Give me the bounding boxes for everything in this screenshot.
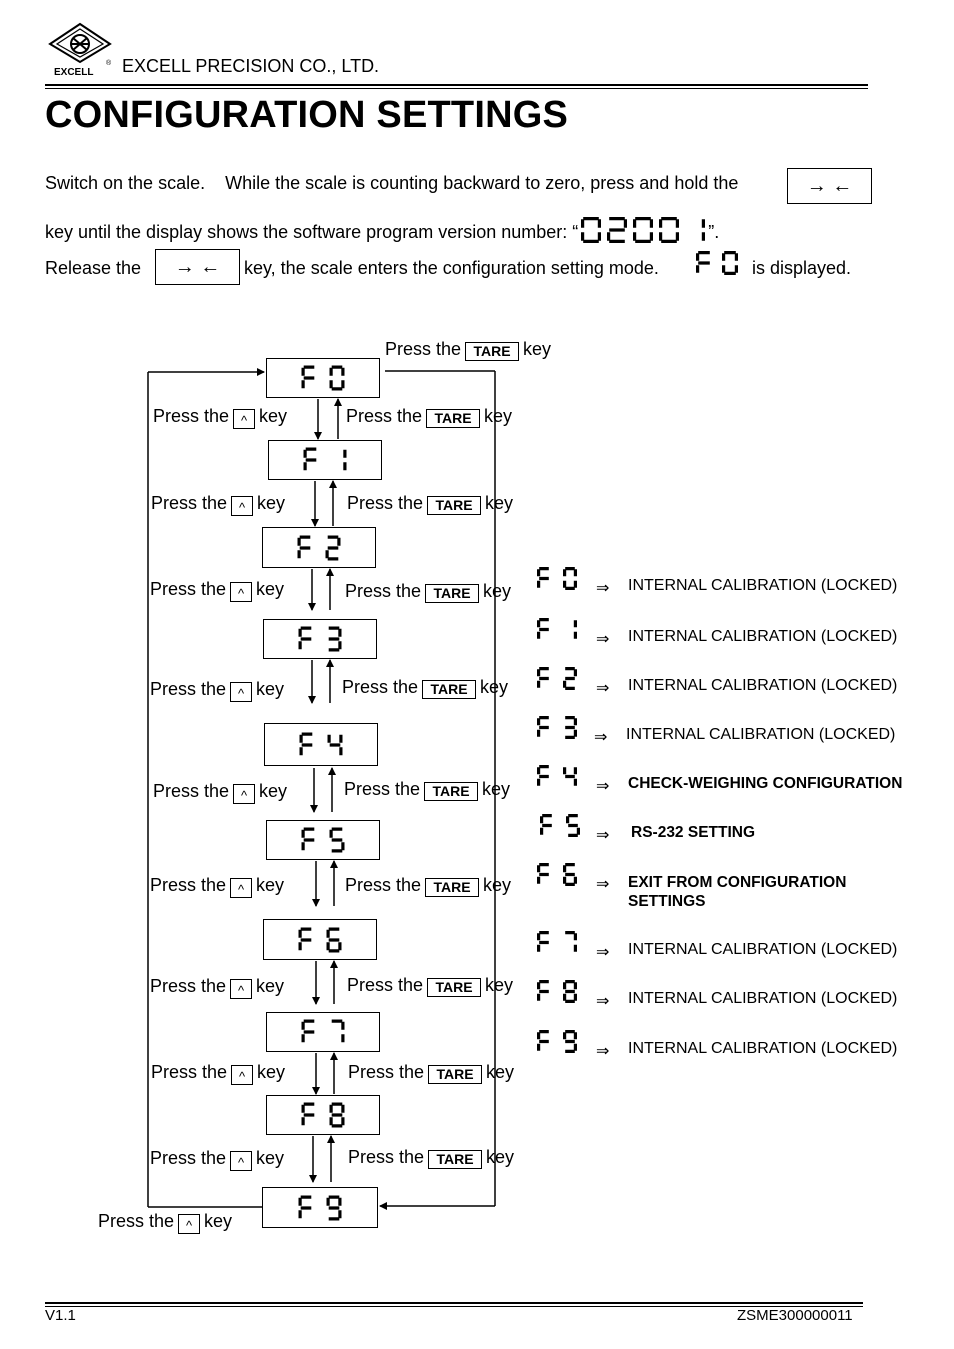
label-press-up bbox=[150, 875, 284, 898]
key-text: key bbox=[257, 493, 286, 513]
legend-arrow: ⇒ bbox=[596, 944, 610, 961]
legend-desc-f9: INTERNAL CALIBRATION (LOCKED) bbox=[628, 1040, 898, 1057]
footer-doc-code: ZSME300000011 bbox=[737, 1307, 853, 1324]
key-text: key bbox=[259, 781, 288, 801]
display-f9 bbox=[262, 1187, 378, 1228]
press-text: Press the bbox=[150, 976, 227, 996]
legend-code-f8 bbox=[536, 979, 578, 1004]
key-text: key bbox=[256, 1148, 285, 1168]
company-name: EXCELL PRECISION CO., LTD. bbox=[122, 56, 380, 76]
up-key: ^ bbox=[230, 979, 252, 999]
segment-digit bbox=[303, 829, 314, 850]
legend-arrow: ⇒ bbox=[596, 631, 610, 648]
press-text: Press the bbox=[347, 975, 424, 995]
segment-display bbox=[298, 926, 343, 953]
segment-digit bbox=[565, 718, 575, 738]
legend-desc-f5: RS-232 SETTING bbox=[631, 824, 756, 841]
press-text: Press the bbox=[153, 781, 230, 801]
label-press-tare bbox=[346, 406, 512, 428]
key-text: key bbox=[256, 679, 285, 699]
legend-desc-f4: CHECK-WEIGHING CONFIGURATION bbox=[628, 775, 903, 792]
label-press-up bbox=[153, 406, 287, 429]
key-text: key bbox=[259, 406, 288, 426]
press-text: Press the bbox=[151, 1062, 228, 1082]
zero-key-box-1: → ← bbox=[787, 168, 872, 204]
label-press-up bbox=[150, 579, 284, 602]
press-text: Press the bbox=[98, 1211, 175, 1231]
up-key: ^ bbox=[230, 682, 252, 702]
label-press-up bbox=[150, 1148, 284, 1171]
segment-digit bbox=[299, 537, 310, 558]
segment-digit bbox=[539, 718, 549, 737]
segment-digit bbox=[327, 537, 339, 559]
segment-digit bbox=[303, 1021, 314, 1042]
legend-arrow: ⇒ bbox=[596, 580, 610, 597]
display-f1 bbox=[268, 440, 382, 480]
segment-digit bbox=[305, 449, 316, 470]
segment-display bbox=[297, 534, 342, 561]
label-press-up bbox=[151, 493, 285, 516]
up-key: ^ bbox=[231, 496, 253, 516]
key-text: key bbox=[485, 975, 514, 995]
intro-text-3c: is displayed. bbox=[752, 258, 852, 278]
segment-display bbox=[301, 827, 346, 854]
legend-desc-f3: INTERNAL CALIBRATION (LOCKED) bbox=[626, 726, 896, 743]
label-press-up bbox=[150, 976, 284, 999]
segment-digit bbox=[539, 767, 549, 786]
display-f0 bbox=[266, 358, 380, 398]
segment-digit bbox=[539, 865, 549, 884]
legend-desc-f2: INTERNAL CALIBRATION (LOCKED) bbox=[628, 677, 898, 694]
segment-digit bbox=[331, 1104, 343, 1126]
tare-key: TARE bbox=[426, 409, 480, 428]
display-f7 bbox=[266, 1012, 380, 1052]
key-text: key bbox=[482, 779, 511, 799]
segment-digit bbox=[332, 1021, 343, 1042]
tare-key: TARE bbox=[427, 978, 481, 997]
legend-arrow: ⇒ bbox=[596, 1043, 610, 1060]
legend-arrow: ⇒ bbox=[594, 729, 608, 746]
up-key: ^ bbox=[233, 784, 255, 804]
up-key: ^ bbox=[231, 1065, 253, 1085]
label-press-tare bbox=[345, 581, 511, 603]
tare-key: TARE bbox=[422, 680, 476, 699]
up-key: ^ bbox=[178, 1214, 200, 1234]
label-press-tare bbox=[345, 875, 511, 897]
intro-text-1: Switch on the scale. While the scale is counting backward to zero, press and hold the bbox=[45, 173, 739, 193]
segment-digit bbox=[539, 933, 549, 952]
segment-display bbox=[299, 731, 344, 758]
key-text: key bbox=[486, 1062, 515, 1082]
segment-digit bbox=[539, 569, 549, 588]
segment-digit bbox=[300, 929, 311, 950]
label-press-tare bbox=[348, 1062, 514, 1084]
segment-display bbox=[303, 447, 348, 474]
key-text: key bbox=[486, 1147, 515, 1167]
press-text: Press the bbox=[346, 406, 423, 426]
segment-digit bbox=[303, 1104, 314, 1125]
segment-digit bbox=[565, 669, 576, 689]
segment-digit bbox=[539, 1032, 549, 1051]
segment-display bbox=[298, 626, 343, 653]
legend-arrow: ⇒ bbox=[596, 680, 610, 697]
press-text: Press the bbox=[150, 875, 227, 895]
legend-code-f7 bbox=[536, 930, 578, 955]
display-f3 bbox=[263, 619, 377, 659]
zero-key-box-2: → ← bbox=[155, 249, 240, 285]
press-text: Press the bbox=[345, 875, 422, 895]
key-text: key bbox=[483, 581, 512, 601]
legend-code-f2 bbox=[536, 666, 578, 691]
segment-digit bbox=[539, 620, 549, 639]
segment-digit bbox=[301, 734, 312, 755]
intro-text-2-end: ”. bbox=[708, 222, 720, 242]
segment-digit bbox=[565, 865, 576, 885]
segment-digit bbox=[568, 816, 579, 836]
label-press-tare bbox=[347, 975, 513, 997]
display-f8 bbox=[266, 1095, 380, 1135]
press-text: Press the bbox=[347, 493, 424, 513]
label-top-tare bbox=[385, 339, 551, 361]
intro-text-3a: Release the bbox=[45, 258, 142, 278]
display-f4 bbox=[264, 723, 378, 766]
tare-key: TARE bbox=[427, 496, 481, 515]
legend-arrow: ⇒ bbox=[596, 993, 610, 1010]
key-text: key bbox=[483, 875, 512, 895]
display-f2 bbox=[262, 527, 376, 568]
press-text: Press the bbox=[150, 579, 227, 599]
press-text: Press the bbox=[344, 779, 421, 799]
segment-digit bbox=[542, 816, 552, 835]
legend-code-f6 bbox=[536, 862, 578, 887]
legend-desc-f6: EXIT FROM CONFIGURATION SETTINGS bbox=[628, 874, 847, 910]
segment-digit bbox=[331, 829, 343, 851]
label-press-tare bbox=[342, 677, 508, 699]
logo-wordmark: EXCELL bbox=[54, 67, 94, 78]
label-press-up bbox=[153, 781, 287, 804]
press-text: Press the bbox=[385, 339, 462, 359]
label-press-up bbox=[151, 1062, 285, 1085]
press-text: Press the bbox=[342, 677, 419, 697]
legend-code-f0 bbox=[536, 566, 578, 591]
page-title: CONFIGURATION SETTINGS bbox=[45, 94, 569, 136]
segment-display bbox=[298, 1194, 343, 1221]
legend-code-f5 bbox=[539, 813, 581, 838]
registered-mark: ® bbox=[106, 60, 112, 67]
key-text: key bbox=[256, 875, 285, 895]
key-text: key bbox=[256, 579, 285, 599]
press-text: Press the bbox=[150, 1148, 227, 1168]
label-press-tare bbox=[347, 493, 513, 515]
segment-digit bbox=[565, 982, 576, 1002]
segment-digit bbox=[331, 367, 343, 389]
segment-digit bbox=[329, 628, 340, 650]
tare-key: TARE bbox=[425, 584, 479, 603]
legend-arrow: ⇒ bbox=[596, 876, 610, 893]
legend-arrow: ⇒ bbox=[596, 778, 610, 795]
label-press-tare bbox=[348, 1147, 514, 1169]
up-key: ^ bbox=[230, 1151, 252, 1171]
legend-desc-f1: INTERNAL CALIBRATION (LOCKED) bbox=[628, 628, 898, 645]
key-text: key bbox=[256, 976, 285, 996]
segment-display bbox=[301, 1019, 346, 1046]
press-text: Press the bbox=[348, 1147, 425, 1167]
segment-digit bbox=[300, 628, 311, 649]
tare-key: TARE bbox=[428, 1150, 482, 1169]
segment-digit bbox=[565, 1032, 576, 1052]
segment-display bbox=[301, 1102, 346, 1129]
legend-desc-f7: INTERNAL CALIBRATION (LOCKED) bbox=[628, 941, 898, 958]
key-text: key bbox=[257, 1062, 286, 1082]
tare-key: TARE bbox=[424, 782, 478, 801]
tare-key: TARE bbox=[428, 1065, 482, 1084]
label-press-up bbox=[150, 679, 284, 702]
intro-text-2: key until the display shows the software program version number: “ bbox=[45, 222, 579, 242]
legend-code-f9 bbox=[536, 1029, 578, 1054]
press-text: Press the bbox=[348, 1062, 425, 1082]
key-text: key bbox=[523, 339, 552, 359]
segment-digit bbox=[539, 982, 549, 1001]
press-text: Press the bbox=[150, 679, 227, 699]
display-f6 bbox=[263, 919, 377, 960]
legend-code-f1 bbox=[536, 617, 578, 642]
segment-digit bbox=[303, 367, 314, 388]
segment-digit bbox=[565, 569, 576, 589]
press-text: Press the bbox=[153, 406, 230, 426]
tare-key: TARE bbox=[465, 342, 519, 361]
legend-desc-f8: INTERNAL CALIBRATION (LOCKED) bbox=[628, 990, 898, 1007]
key-text: key bbox=[485, 493, 514, 513]
press-text: Press the bbox=[151, 493, 228, 513]
segment-digit bbox=[328, 929, 340, 951]
legend-code-f4 bbox=[536, 764, 578, 789]
label-press-tare bbox=[344, 779, 510, 801]
display-f5 bbox=[266, 820, 380, 860]
key-text: key bbox=[480, 677, 509, 697]
segment-digit bbox=[539, 669, 549, 688]
segment-display bbox=[301, 365, 346, 392]
segment-digit bbox=[328, 1197, 340, 1219]
tare-key: TARE bbox=[425, 878, 479, 897]
intro-text-3b: key, the scale enters the configuration setting mode. bbox=[244, 258, 659, 278]
up-key: ^ bbox=[230, 878, 252, 898]
footer-version: V1.1 bbox=[45, 1307, 76, 1324]
footer-rule-thick bbox=[45, 1302, 863, 1304]
segment-digit bbox=[565, 767, 576, 786]
segment-digit bbox=[565, 933, 575, 952]
key-text: key bbox=[484, 406, 513, 426]
press-text: Press the bbox=[345, 581, 422, 601]
segment-digit bbox=[300, 1197, 311, 1218]
segment-digit bbox=[329, 734, 341, 755]
legend-code-f3 bbox=[536, 715, 578, 740]
key-text: key bbox=[204, 1211, 233, 1231]
up-key: ^ bbox=[233, 409, 255, 429]
legend-arrow: ⇒ bbox=[596, 827, 610, 844]
up-key: ^ bbox=[230, 582, 252, 602]
label-bottom-up bbox=[98, 1211, 232, 1234]
legend-desc-f0: INTERNAL CALIBRATION (LOCKED) bbox=[628, 577, 898, 594]
